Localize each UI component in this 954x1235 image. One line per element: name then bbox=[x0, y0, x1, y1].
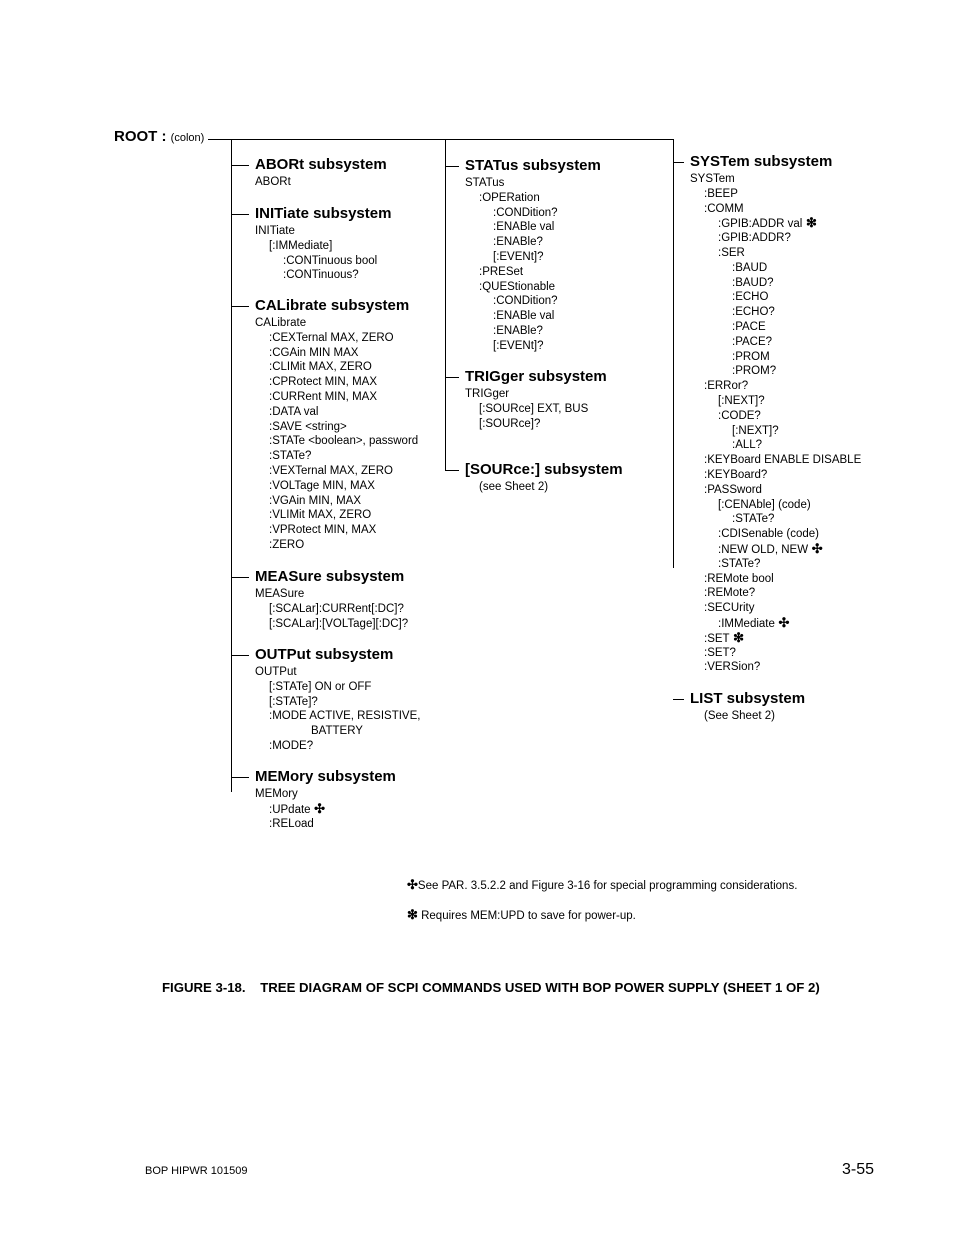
branch-line bbox=[445, 377, 459, 378]
command-item bbox=[283, 268, 359, 282]
command-text: [:EVENt]? bbox=[493, 251, 544, 263]
command-item bbox=[493, 339, 544, 353]
command-item bbox=[283, 254, 377, 268]
command-text: :VLIMit MAX, ZERO bbox=[269, 509, 372, 522]
command-item bbox=[269, 602, 404, 616]
command-text: :GPIB:ADDR val bbox=[718, 218, 803, 231]
command-text: :CURRent MIN, MAX bbox=[269, 391, 377, 403]
footnote-2-text: Requires MEM:UPD to save for power-up. bbox=[421, 910, 636, 922]
command-item bbox=[493, 220, 554, 234]
command-item bbox=[269, 360, 372, 374]
branch-line bbox=[231, 777, 249, 778]
branch-line bbox=[231, 655, 249, 656]
command-item bbox=[704, 631, 744, 646]
command-text: :VPRotect MIN, MAX bbox=[269, 524, 377, 537]
command-text: :CDISenable (code) bbox=[718, 528, 819, 541]
root-note: (colon) bbox=[170, 132, 205, 144]
command-text: :ECHO bbox=[732, 291, 769, 304]
command-item bbox=[269, 464, 393, 478]
command-item bbox=[704, 483, 762, 497]
command-text: :BAUD bbox=[732, 261, 768, 274]
command-text: MEASure bbox=[255, 588, 305, 600]
command-text: :SER bbox=[718, 247, 745, 259]
command-text: :RELoad bbox=[269, 817, 314, 830]
command-item bbox=[718, 542, 823, 557]
command-item bbox=[718, 409, 761, 423]
command-item bbox=[704, 601, 754, 615]
command-text: :COMM bbox=[704, 202, 744, 215]
command-item bbox=[269, 680, 371, 694]
cross-symbol-icon: ✣ bbox=[310, 800, 326, 816]
footnote-2 bbox=[407, 907, 636, 923]
command-text: :PRESet bbox=[479, 265, 524, 278]
command-text: :CGAin MIN MAX bbox=[269, 346, 359, 359]
command-text: :KEYBoard? bbox=[704, 469, 768, 481]
footnote-1-text: See PAR. 3.5.2.2 and Figure 3-16 for special programming considerations. bbox=[417, 880, 798, 892]
subsystem-heading: [SOURce:] subsystem bbox=[465, 461, 623, 478]
command-text: [:EVENt]? bbox=[493, 339, 544, 352]
command-text: :STATe? bbox=[269, 450, 312, 463]
command-text: :REMote bool bbox=[704, 572, 774, 585]
footer-doc-id: BOP HIPWR 101509 bbox=[145, 1165, 248, 1177]
command-text: [:SOURce] EXT, BUS bbox=[479, 402, 589, 415]
command-text: :PACE bbox=[732, 321, 766, 333]
command-text: :ENABle val bbox=[493, 221, 555, 234]
command-text: :CEXTernal MAX, ZERO bbox=[269, 331, 394, 344]
command-text: :SET bbox=[704, 632, 730, 645]
command-item bbox=[269, 494, 361, 508]
command-item bbox=[269, 523, 376, 537]
col3-trunk bbox=[673, 139, 674, 568]
subsystem-heading: SYSTem subsystem bbox=[690, 153, 833, 170]
subsystem-heading: STATus subsystem bbox=[465, 157, 601, 174]
command-item bbox=[479, 191, 540, 205]
command-item bbox=[704, 453, 861, 467]
command-item bbox=[255, 224, 295, 238]
footnote-1 bbox=[407, 877, 797, 893]
figure-caption: FIGURE 3-18. TREE DIAGRAM OF SCPI COMMANDS USED WITH BOP POWER SUPPLY (SHEET 1 OF 2) bbox=[162, 980, 820, 995]
command-text: OUTPut bbox=[255, 666, 297, 678]
command-text: :NEW OLD, NEW bbox=[718, 544, 809, 556]
command-item bbox=[255, 665, 297, 679]
command-item bbox=[493, 235, 543, 249]
command-item bbox=[493, 250, 544, 264]
command-text: :KEYBoard ENABLE DISABLE bbox=[704, 454, 862, 467]
command-item bbox=[269, 449, 311, 463]
command-item bbox=[493, 294, 558, 308]
branch-line bbox=[231, 165, 249, 166]
command-text: :ZERO bbox=[269, 539, 305, 551]
asterisk-symbol-icon: ❇ bbox=[729, 629, 745, 645]
command-text: :VERSion? bbox=[704, 661, 761, 674]
command-text: :GPIB:ADDR? bbox=[718, 232, 791, 245]
command-item bbox=[479, 402, 588, 416]
command-item bbox=[269, 434, 418, 448]
command-text: :QUEStionable bbox=[479, 280, 556, 293]
command-item bbox=[465, 387, 509, 401]
command-item bbox=[269, 508, 371, 522]
subsystem-heading: MEMory subsystem bbox=[255, 768, 396, 785]
command-text: TRIGger bbox=[465, 388, 510, 400]
command-item bbox=[732, 350, 770, 364]
command-item bbox=[255, 587, 304, 601]
command-item bbox=[732, 320, 766, 334]
command-text: :STATe? bbox=[718, 557, 761, 570]
root-line bbox=[208, 139, 673, 140]
cross-symbol-icon: ✣ bbox=[407, 877, 418, 892]
branch-line bbox=[445, 166, 459, 167]
branch-line bbox=[231, 577, 249, 578]
subsystem-heading: TRIGger subsystem bbox=[465, 368, 607, 385]
command-text: [:SCALar]:CURRent[:DC]? bbox=[269, 602, 404, 615]
command-item bbox=[704, 646, 736, 660]
command-item bbox=[704, 202, 744, 216]
command-item bbox=[493, 309, 554, 323]
command-text: [:IMMediate] bbox=[269, 239, 333, 252]
command-item bbox=[465, 176, 504, 190]
command-item bbox=[479, 265, 523, 279]
command-item bbox=[704, 572, 774, 586]
command-item bbox=[269, 802, 325, 817]
command-item bbox=[704, 468, 767, 482]
command-item bbox=[269, 479, 375, 493]
command-text: ABORt bbox=[255, 176, 291, 188]
branch-line bbox=[231, 306, 249, 307]
command-item bbox=[718, 498, 811, 512]
command-item bbox=[255, 316, 306, 330]
command-item bbox=[718, 246, 745, 260]
command-item bbox=[718, 527, 819, 541]
command-text: :SAVE <string> bbox=[269, 420, 347, 433]
command-text: INITiate bbox=[255, 225, 295, 237]
command-text: SYSTem bbox=[690, 173, 735, 185]
root-text: ROOT : bbox=[114, 128, 167, 145]
command-item bbox=[269, 331, 394, 345]
command-text: :STATe? bbox=[732, 513, 775, 526]
cross-symbol-icon: ✣ bbox=[774, 615, 790, 630]
command-item bbox=[255, 787, 298, 801]
command-text: :BAUD? bbox=[732, 276, 774, 289]
command-text: :CONDition? bbox=[493, 206, 558, 219]
branch-line bbox=[673, 699, 684, 700]
command-text: [:CENAble] (code) bbox=[718, 498, 811, 511]
command-text: CALibrate bbox=[255, 317, 307, 329]
command-text: :PROM? bbox=[732, 365, 777, 378]
command-text: :MODE ACTIVE, RESISTIVE, bbox=[269, 710, 421, 723]
col1-trunk bbox=[231, 139, 232, 792]
command-item bbox=[704, 660, 760, 674]
subsystem-heading: OUTPut subsystem bbox=[255, 646, 394, 663]
command-item bbox=[255, 175, 291, 189]
command-item bbox=[704, 187, 738, 201]
command-text: [:STATe]? bbox=[269, 695, 318, 708]
command-item bbox=[269, 709, 420, 723]
command-text: (see Sheet 2) bbox=[479, 481, 549, 493]
command-text: [:SOURce]? bbox=[479, 417, 541, 430]
command-text: (See Sheet 2) bbox=[704, 710, 775, 722]
command-item bbox=[269, 817, 314, 831]
command-item bbox=[732, 290, 768, 304]
command-item bbox=[732, 364, 776, 378]
command-text: MEMory bbox=[255, 788, 298, 800]
command-item bbox=[718, 216, 817, 231]
command-text: :STATe <boolean>, password bbox=[269, 435, 419, 448]
branch-line bbox=[231, 214, 249, 215]
root-label bbox=[114, 128, 204, 145]
subsystem-heading: LIST subsystem bbox=[690, 690, 806, 707]
command-item bbox=[269, 390, 377, 404]
page-number: 3-55 bbox=[842, 1161, 875, 1178]
command-text: :PROM bbox=[732, 350, 770, 363]
command-text: :PASSword bbox=[704, 483, 762, 496]
command-item bbox=[704, 709, 775, 723]
command-item bbox=[493, 206, 558, 220]
command-item bbox=[269, 739, 313, 753]
command-text: :UPdate bbox=[269, 803, 311, 816]
command-item bbox=[269, 695, 318, 709]
command-text: :CPRotect MIN, MAX bbox=[269, 376, 377, 389]
command-item bbox=[718, 557, 760, 571]
asterisk-symbol-icon: ❇ bbox=[802, 215, 817, 231]
command-text: :VEXTernal MAX, ZERO bbox=[269, 465, 393, 477]
command-text: :SET? bbox=[704, 646, 736, 659]
command-text: :CODE? bbox=[718, 409, 761, 422]
command-item bbox=[732, 424, 779, 438]
command-item bbox=[718, 616, 789, 631]
command-item bbox=[493, 324, 543, 338]
command-text: :VOLTage MIN, MAX bbox=[269, 479, 375, 492]
command-text: :DATA val bbox=[269, 405, 319, 418]
subsystem-heading: CALibrate subsystem bbox=[255, 297, 410, 314]
command-item bbox=[311, 724, 363, 738]
command-item bbox=[732, 438, 762, 452]
command-text: STATus bbox=[465, 177, 505, 189]
subsystem-heading: INITiate subsystem bbox=[255, 205, 392, 222]
subsystem-heading: MEASure subsystem bbox=[255, 568, 405, 585]
command-item bbox=[732, 335, 772, 349]
command-item bbox=[269, 617, 408, 631]
command-text: :ENABle? bbox=[493, 236, 543, 249]
command-text: :ECHO? bbox=[732, 306, 775, 319]
command-item bbox=[690, 172, 735, 186]
command-text: :IMMediate bbox=[718, 618, 775, 630]
command-text: :PACE? bbox=[732, 335, 773, 348]
command-item bbox=[704, 379, 748, 393]
subsystem-heading: ABORt subsystem bbox=[255, 156, 387, 173]
command-item bbox=[732, 261, 767, 275]
command-item bbox=[269, 346, 358, 360]
command-text: :ENABle? bbox=[493, 325, 543, 337]
branch-line bbox=[445, 470, 459, 471]
command-text: :ALL? bbox=[732, 439, 763, 452]
command-text: :VGAin MIN, MAX bbox=[269, 494, 362, 507]
command-text: :ENABle val bbox=[493, 310, 555, 323]
command-text: :MODE? bbox=[269, 740, 314, 752]
command-item bbox=[718, 231, 791, 245]
command-item bbox=[704, 586, 755, 600]
command-text: :BEEP bbox=[704, 187, 738, 200]
command-text: :REMote? bbox=[704, 587, 756, 600]
command-item bbox=[269, 375, 377, 389]
command-item bbox=[718, 394, 765, 408]
branch-line bbox=[673, 162, 684, 163]
command-text: BATTERY bbox=[311, 725, 363, 738]
command-item bbox=[479, 417, 540, 431]
command-item bbox=[269, 538, 304, 552]
command-text: :CLIMit MAX, ZERO bbox=[269, 361, 372, 374]
command-text: [:SCALar]:[VOLTage][:DC]? bbox=[269, 617, 409, 630]
command-item bbox=[732, 512, 774, 526]
command-item bbox=[732, 305, 775, 319]
command-item bbox=[479, 280, 555, 294]
command-item bbox=[732, 276, 774, 290]
command-text: [:NEXT]? bbox=[718, 395, 765, 407]
command-text: :OPERation bbox=[479, 191, 540, 204]
command-text: :CONTinuous bool bbox=[283, 254, 378, 267]
command-text: :CONDition? bbox=[493, 295, 558, 308]
cross-symbol-icon: ✣ bbox=[808, 541, 823, 556]
command-item bbox=[479, 480, 548, 494]
col2-trunk bbox=[445, 139, 446, 470]
command-item bbox=[269, 420, 347, 434]
command-item bbox=[269, 239, 332, 253]
command-item bbox=[269, 405, 318, 419]
command-text: [:NEXT]? bbox=[732, 424, 779, 437]
command-text: :CONTinuous? bbox=[283, 269, 359, 282]
asterisk-symbol-icon: ❇ bbox=[407, 907, 418, 922]
command-text: [:STATe] ON or OFF bbox=[269, 680, 372, 693]
command-text: :SECUrity bbox=[704, 602, 755, 615]
command-text: :ERRor? bbox=[704, 380, 749, 393]
